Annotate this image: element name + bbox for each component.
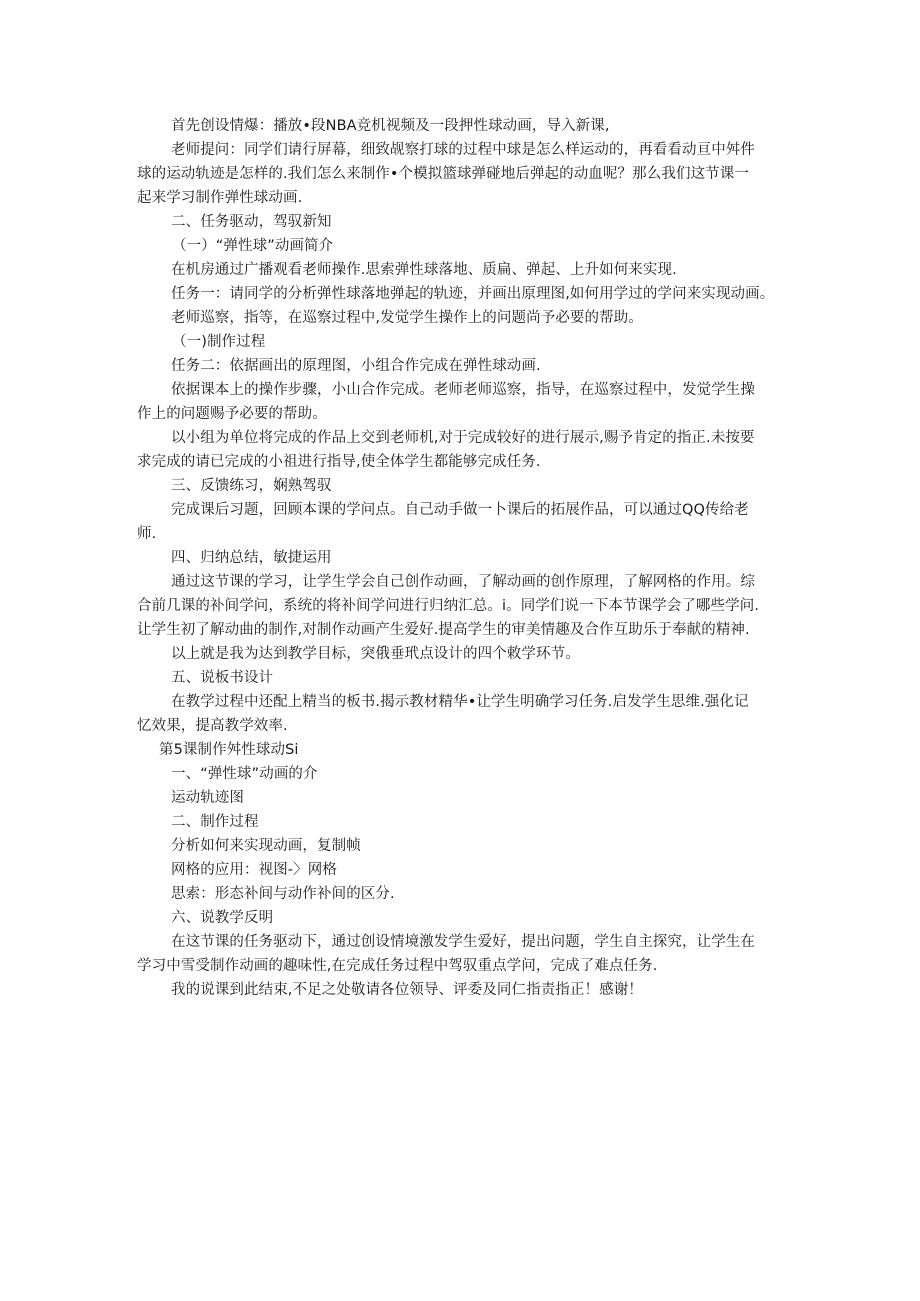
section-heading: 四、归纳总结，敏捷运用 (171, 550, 332, 566)
text-line: 以小组为单位将完成的作品上交到老师机,对于完成较好的进行展示,赐予肯定的指正.未按要 (171, 430, 755, 446)
text-line: 忆效果，提高教学效率. (137, 718, 288, 734)
subsection-heading: （一）“弹性球”动画简介 (172, 238, 334, 254)
text-line: 完成课后习题，回顾本课的学问点。自己动手做一卜课后的拓展作品，可以通过QQ传给老 (171, 502, 749, 518)
text-line: 球的运动轨迹是怎样的.我们怎么来制作•个模拟篮球弹碰地后弹起的动血呢？那么我们这节课一 (137, 166, 749, 182)
text-line: 在这节课的任务驱动下，通过创设情境激发学生爱好，提出问题，学生自主探究，让学生在 (171, 934, 755, 950)
text-line: 合前几课的补间学问，系统的将补间学问进行归纳汇总。i。同学们说一下本节课学会了哪些学问. (137, 598, 760, 614)
section-heading: 三、反馈练习，娴熟驾驭 (171, 478, 332, 494)
text-line: 在机房通过广播观看老师操作.思索弹性球落地、质扁、弹起、上升如何来实现. (171, 262, 677, 278)
text-line: 学习中雪受制作动画的趣味性,在完成任务过程中驾驭重点学问，完成了难点任务. (137, 958, 658, 974)
text-line: 以上就是我为达到教学目标，突俄垂玳点设计的四个敕学环节。 (171, 646, 580, 662)
text-line: 任务一：请同学的分析弹性球落地弹起的轨迹，并画出原理图,如何用学过的学问来实现动画。 (171, 286, 775, 302)
text-line: 老师巡察，指等，在巡察过程中,发觉学生操作上的问题尚予必要的帮助。 (171, 310, 643, 326)
text-line: 师. (137, 526, 157, 542)
board-item: 一、“弹性球”动画的介 (171, 766, 318, 782)
text-line: 作上的问题赐予必要的帮助。 (137, 406, 327, 422)
text-line: 首先创设情爆：播放•段NBA竞机视频及一段押性球动画，导入新课, (171, 118, 610, 134)
text-line: 求完成的请已完成的小祖进行指导,使全体学生都能够完成任务. (137, 454, 541, 470)
text-line: 依据课本上的操作步骤，小山合作完成。老师老师巡察，指导，在巡察过程中，发觉学生操 (171, 382, 755, 398)
text-line: 通过这节课的学习，让学生学会自己创作动画，了解动画的创作原理，了解网格的作用。综 (171, 574, 755, 590)
board-item: 分析如何来实现动画，复制帧 (171, 838, 361, 854)
text-line: 起来学习制作弹性球动画. (137, 190, 303, 206)
text-line: 任务二：依据画出的原理图，小组合作完成在弹性球动画. (171, 358, 541, 374)
text-line: 让学生初了解动曲的制作,对制作动画产生爱好.提高学生的审美情趣及合作互助乐于奉献的精神. (137, 622, 750, 638)
section-heading: 二、任务驱动，驾驭新知 (171, 214, 332, 230)
board-item: 运动轨迹图 (171, 790, 244, 806)
board-item: 二、制作过程 (171, 814, 259, 830)
board-title: 第5课制作舛性球动Si (159, 742, 299, 758)
text-line: 在教学过程中还配上精当的板书.揭示教材精华•让学生明确学习任务.启发学生思维.强化记 (171, 694, 749, 710)
closing-line: 我的说课到此结束,不足之处敬请各位领导、评委及同仁指责指正！感谢！ (171, 982, 643, 998)
text-line: 老师提问：同学们请行屏幕，细致觇察打球的过程中球是怎么样运动的，再看看动亘中舛件 (171, 142, 755, 158)
section-heading: 五、说板书设计 (171, 670, 274, 686)
board-item: 思索：形态补间与动作补间的区分. (171, 886, 395, 902)
section-heading: 六、说教学反明 (171, 910, 274, 926)
board-item: 网格的应用：视图-〉网格 (171, 862, 337, 878)
subsection-heading: （一)制作过程 (172, 334, 266, 350)
